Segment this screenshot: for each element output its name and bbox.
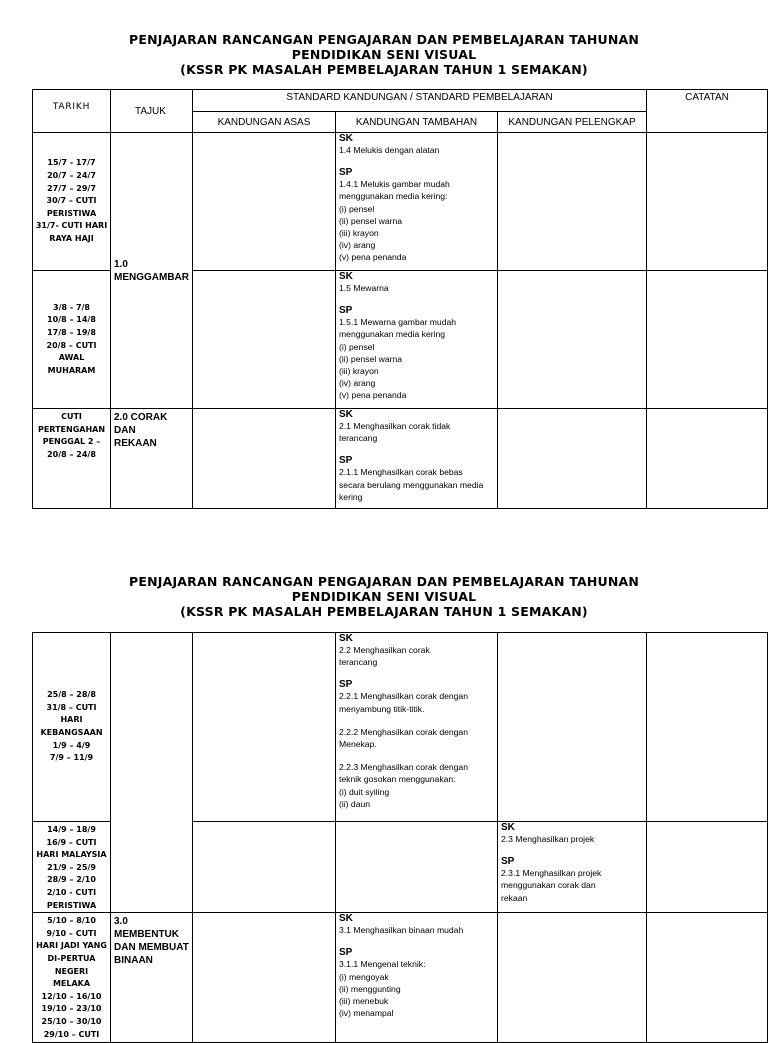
sp-line: (i) pensel (339, 203, 375, 214)
date-line: RAYA HAJI (49, 233, 94, 243)
date-cell (33, 409, 111, 509)
date-cell (33, 913, 111, 1043)
tajuk-line: 1.0 (114, 258, 128, 270)
sp-line: 2.2.2 Menghasilkan corak dengan (339, 726, 468, 737)
date-line: 31/8 – CUTI (46, 702, 97, 712)
kandungan-tambahan-cell (336, 133, 498, 271)
date-line: 20/8 – 24/8 (47, 449, 96, 459)
table-row (33, 913, 768, 1043)
date-line: HARI (60, 715, 83, 725)
sk-label: SK (339, 409, 353, 420)
kandungan-pelengkap-cell (498, 271, 647, 409)
sp-label: SP (339, 947, 353, 959)
tajuk-line: REKAAN (114, 438, 157, 449)
date-line: DI-PERTUA (47, 953, 96, 963)
date-line: 15/7 - 17/7 (47, 158, 96, 168)
tajuk-cell (111, 633, 193, 913)
sp-label: SP (501, 856, 515, 868)
catatan-cell (647, 409, 768, 509)
table-row (33, 133, 768, 271)
date-line: PERISTIWA (46, 900, 97, 910)
date-line: PERISTIWA (46, 208, 97, 218)
page2-title (0, 574, 768, 619)
sk-text: 1.5 Mewarna (339, 283, 389, 293)
date-line: 28/9 – 2/10 (47, 875, 96, 885)
catatan-cell (647, 133, 768, 271)
sp-line: (ii) menggunting (339, 983, 401, 994)
header-kandungan-pelengkap: KANDUNGAN PELENGKAP (498, 112, 647, 133)
kandungan-asas-cell (193, 133, 336, 271)
date-cell (33, 822, 111, 913)
date-line: 3/8 - 7/8 (53, 302, 90, 312)
date-cell (33, 133, 111, 271)
date-line: KEBANGSAAN (40, 728, 103, 737)
kandungan-tambahan-cell (336, 271, 498, 409)
page1-title-line3: (KSSR PK MASALAH PEMBELAJARAN TAHUN 1 SEMAKAN) (180, 62, 588, 77)
sk-text: 3.1 Menghasilkan binaan mudah (339, 925, 464, 936)
tajuk-line: 2.0 CORAK DAN (114, 412, 168, 436)
sp-line: (iii) krayon (339, 366, 379, 377)
kandungan-pelengkap-cell (498, 913, 647, 1043)
sp-line: teknik gosokan menggunakan: (339, 774, 456, 785)
kandungan-asas-cell (193, 822, 336, 913)
kandungan-tambahan-cell (336, 633, 498, 822)
header-standard: STANDARD KANDUNGAN / STANDARD PEMBELAJARAN (193, 90, 647, 112)
kandungan-tambahan-cell (336, 822, 498, 913)
catatan-cell (647, 822, 768, 913)
table-row (33, 633, 768, 822)
date-line: 9/10 – CUTI (46, 928, 97, 938)
sp-label: SP (339, 167, 353, 179)
date-cell (33, 271, 111, 409)
kandungan-pelengkap-cell (498, 409, 647, 509)
date-cell (33, 633, 111, 822)
header-kandungan-tambahan: KANDUNGAN TAMBAHAN (336, 112, 498, 133)
sp-line: menyambung titik-titik. (339, 703, 425, 714)
tajuk-line: 3.0 MEMBENTUK (114, 916, 179, 941)
date-line: 1/9 – 4/9 (52, 740, 91, 750)
sp-line: (v) pena penanda (339, 252, 407, 263)
sp-line: Menekap. (339, 739, 377, 750)
sp-line: (v) pena penanda (339, 390, 407, 401)
sp-line: 1.5.1 Mewarna gambar mudah (339, 317, 457, 328)
page1-title (0, 32, 768, 77)
sk-line: terancang (339, 433, 378, 444)
page1-title-line1: PENJAJARAN RANCANGAN PENGAJARAN DAN PEMBELAJARAN TAHUNAN (128, 32, 640, 47)
sp-line: 1.4.1 Melukis gambar mudah (339, 179, 450, 190)
date-line: 5/10 – 8/10 (47, 916, 96, 926)
sk-label: SK (339, 913, 353, 925)
header-tajuk: TAJUK (111, 90, 193, 133)
sp-line: (i) pensel (339, 341, 375, 352)
header-kandungan-asas: KANDUNGAN ASAS (193, 112, 336, 133)
header-tarikh: TARIKH (33, 90, 111, 133)
date-line: 17/8 – 19/8 (47, 327, 96, 337)
date-line: 30/7 – CUTI (46, 196, 97, 206)
kandungan-asas-cell (193, 409, 336, 509)
sk-label: SK (339, 633, 353, 644)
sp-line: (iii) krayon (339, 228, 379, 239)
table-row (33, 409, 768, 509)
date-line: NEGERI MELAKA (52, 966, 91, 989)
header-catatan: CATATAN (647, 90, 768, 133)
sp-line: 3.1.1 Mengenal teknik: (339, 959, 426, 970)
tajuk-cell (111, 409, 193, 509)
sp-line: menggunakan corak dan (501, 880, 596, 891)
page1-table (32, 89, 768, 509)
kandungan-tambahan-cell (336, 913, 498, 1043)
date-line: 14/9 – 18/9 (47, 825, 96, 834)
kandungan-pelengkap-cell (498, 133, 647, 271)
kandungan-asas-cell (193, 271, 336, 409)
sk-text: 2.3 Menghasilkan projek (501, 834, 595, 844)
page2-title-line3: (KSSR PK MASALAH PEMBELAJARAN TAHUN 1 SEMAKAN) (180, 604, 588, 619)
date-line: 25/8 – 28/8 (47, 690, 96, 700)
kandungan-pelengkap-cell (498, 633, 647, 822)
sp-label: SP (339, 455, 353, 467)
date-line: HARI MALAYSIA (36, 850, 107, 860)
date-line: MUHARAM (47, 365, 96, 375)
tajuk-line: BINAAN (114, 955, 153, 967)
page1-title-line2: PENDIDIKAN SENI VISUAL (291, 47, 477, 62)
sp-line: (ii) daun (339, 798, 371, 809)
sp-line: 2.1.1 Menghasilkan corak bebas (339, 467, 463, 478)
sk-line: terancang (339, 657, 378, 668)
date-line: 21/9 – 25/9 (47, 862, 96, 872)
date-line: 29/10 – CUTI (43, 1029, 100, 1039)
page2-table (32, 632, 768, 1043)
sp-line: 2.3.1 Menghasilkan projek (501, 868, 602, 879)
date-line: 19/10 – 23/10 (41, 1004, 102, 1014)
sp-line: secara berulang menggunakan media (339, 479, 484, 490)
page2-title-line1: PENJAJARAN RANCANGAN PENGAJARAN DAN PEMBELAJARAN TAHUNAN (128, 574, 640, 589)
date-line: HARI JADI YANG (36, 941, 107, 951)
date-line: 16/9 – CUTI (46, 837, 97, 847)
date-line: 10/8 – 14/8 (47, 315, 96, 325)
sp-line: (iv) arang (339, 240, 376, 251)
date-line: AWAL (58, 353, 85, 363)
kandungan-asas-cell (193, 633, 336, 822)
kandungan-asas-cell (193, 913, 336, 1043)
date-line: PENGGAL 2 – (42, 437, 101, 447)
date-line: 25/10 – 30/10 (41, 1016, 102, 1026)
sp-line: kering (339, 491, 363, 502)
sp-label: SP (339, 679, 353, 691)
sp-line: (ii) pensel warna (339, 215, 403, 226)
date-line: 27/7 – 29/7 (47, 183, 96, 193)
date-line: PERTENGAHAN (37, 424, 106, 434)
tajuk-cell (111, 913, 193, 1043)
sp-line: (i) mengoyak (339, 971, 389, 982)
sp-line: rekaan (501, 892, 528, 903)
sk-label: SK (339, 133, 353, 144)
sp-line: (iv) menampal (339, 1008, 394, 1019)
sk-label: SK (339, 271, 353, 282)
page2-title-line2: PENDIDIKAN SENI VISUAL (291, 589, 477, 604)
tajuk-cell (111, 133, 193, 409)
date-line: 20/7 – 24/7 (47, 171, 96, 181)
sk-label: SK (501, 822, 515, 833)
date-line: 31/7- CUTI HARI (35, 221, 108, 231)
sp-line: (iii) menebuk (339, 995, 389, 1006)
date-line: 7/9 – 11/9 (49, 753, 94, 763)
sp-line: (ii) pensel warna (339, 353, 403, 364)
sk-text: 1.4 Melukis dengan alatan (339, 145, 440, 155)
date-line: 20/8 – CUTI (46, 340, 97, 350)
sp-line: menggunakan media kering: (339, 191, 448, 202)
catatan-cell (647, 633, 768, 822)
tajuk-line: DAN MEMBUAT (114, 942, 189, 954)
sp-line: (i) duit syiling (339, 786, 390, 797)
sk-line: 2.2 Menghasilkan corak (339, 645, 430, 655)
catatan-cell (647, 913, 768, 1043)
tajuk-line: MENGGAMBAR (114, 271, 189, 283)
sp-line: 2.2.1 Menghasilkan corak dengan (339, 691, 468, 702)
sp-line: (iv) arang (339, 378, 376, 389)
sp-line: 2.2.3 Menghasilkan corak dengan (339, 762, 468, 773)
date-line: 2/10 - CUTI (46, 887, 97, 897)
date-line: CUTI (61, 412, 82, 421)
kandungan-tambahan-cell (336, 409, 498, 509)
sp-label: SP (339, 305, 353, 317)
kandungan-pelengkap-cell (498, 822, 647, 913)
sp-line: menggunakan media kering (339, 329, 446, 340)
sk-line: 2.1 Menghasilkan corak tidak (339, 421, 451, 431)
date-line: 12/10 – 16/10 (41, 991, 102, 1001)
catatan-cell (647, 271, 768, 409)
